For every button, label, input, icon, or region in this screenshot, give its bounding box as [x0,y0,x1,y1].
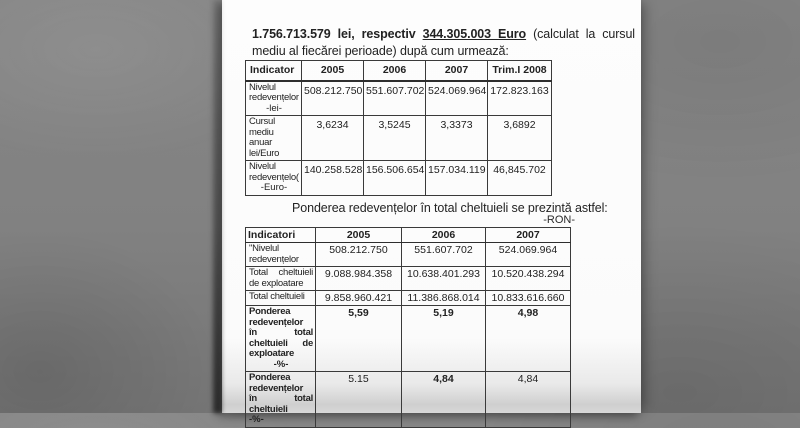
table-row [246,161,552,196]
table-row [246,116,552,161]
table1-header-2006: 2006 [364,61,426,81]
intro-rest-text: (calculat la cursul mediu al fiecărei perioade) după cum urmează: [252,26,635,58]
value-cell: 140.258.528 [302,161,364,196]
row-label: Total cheltuieli de exploatare [249,267,313,289]
value-cell: 10.638.401.293 [402,267,486,291]
table2-header-indicatori: Indicatori [246,228,316,243]
row-label-unit: -%- [273,358,289,370]
table-row [246,372,571,428]
row-label-unit: -lei- [266,102,282,114]
royalties-by-year-table [245,60,552,196]
row-label: "Nivelul redevențelor [249,243,299,265]
share-intro-text: Ponderea redevențelor în total cheltuieli se prezintă astfel: [292,200,608,215]
value-cell: 172.823.163 [488,81,552,116]
row-label: Ponderea redevențelor în total cheltuieli [249,372,313,415]
value-cell: 10.833.616.660 [486,291,571,306]
value-cell: 3,3373 [426,116,488,161]
total-lei-amount: 1.756.713.579 lei, respectiv [252,26,423,41]
row-label-unit: -Euro- [260,182,288,193]
value-cell: 11.386.868.014 [402,291,486,306]
value-cell: 551.607.702 [402,243,486,267]
value-cell: 4,98 [486,306,571,372]
value-cell: 3,6892 [488,116,552,161]
table2-header-2006: 2006 [402,228,486,243]
value-cell: 10.520.438.294 [486,267,571,291]
value-cell: 5,59 [316,306,402,372]
currency-unit-label: -RON- [543,214,575,226]
value-cell: 524.069.964 [486,243,571,267]
value-cell: 3,5245 [364,116,426,161]
table1-header-2007: 2007 [426,61,488,81]
row-label-cell [246,267,316,291]
table1-header-trim1-2008: Trim.I 2008 [488,61,552,81]
value-cell: 5,19 [402,306,486,372]
value-cell: 5.15 [316,372,402,428]
royalties-share-table [245,227,571,428]
table-row [246,81,552,116]
row-label: Cursul mediu anuar lei/Euro [249,116,280,159]
row-label: Total cheltuieli [249,291,305,302]
value-cell: 508.212.750 [316,243,402,267]
value-cell: 9.088.984.358 [316,267,402,291]
table-row [246,291,571,306]
table-row [246,243,571,267]
total-euro-amount: 344.305.003 Euro [422,26,527,41]
row-label-cell [246,291,316,306]
row-label: Nivelul redevențelor [249,81,299,103]
scanned-document-page [222,0,641,425]
value-cell: 46,845.702 [488,161,552,196]
row-label-cell [246,116,302,161]
row-label: Ponderea redevențelor în total cheltuieli de exploatare [249,306,313,359]
value-cell: 9.858.960.421 [316,291,402,306]
row-label: Nivelul redevențelo( [249,161,299,183]
row-label-unit: -%- [249,414,264,425]
table2-header-row [246,228,571,243]
table2-header-2007: 2007 [486,228,571,243]
value-cell: 157.034.119 [426,161,488,196]
value-cell: 3,6234 [302,116,364,161]
table-row [246,267,571,291]
value-cell: 156.506.654 [364,161,426,196]
row-label-cell [246,161,302,196]
value-cell: 524.069.964 [426,81,488,116]
row-label-cell [246,372,316,428]
value-cell: 4,84 [486,372,571,428]
table1-header-2005: 2005 [302,61,364,81]
table2-header-2005: 2005 [316,228,402,243]
table1-header-indicator: Indicator [246,61,302,81]
intro-paragraph [252,26,635,61]
table-row [246,306,571,372]
row-label-cell [246,306,316,372]
row-label-cell [246,81,302,116]
row-label-cell [246,243,316,267]
value-cell: 508.212.750 [302,81,364,116]
value-cell: 4,84 [402,372,486,428]
table1-header-row [246,61,552,81]
value-cell: 551.607.702 [364,81,426,116]
